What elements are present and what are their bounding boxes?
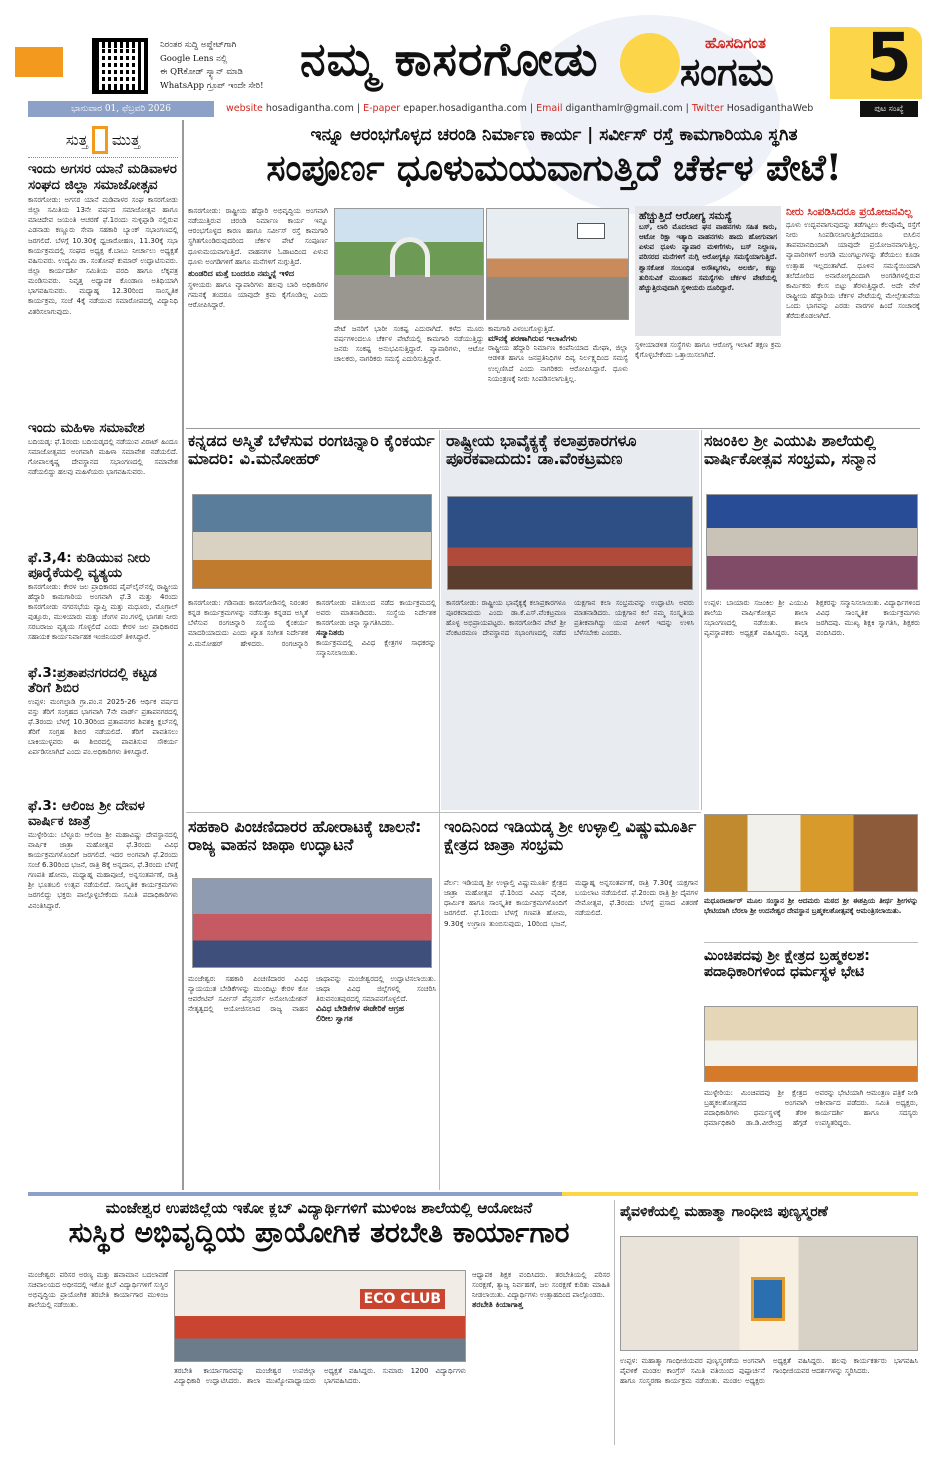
lead-col1 xyxy=(188,206,328,421)
story-title: ಸಹಕಾರಿ ಪಿಂಚಣಿದಾರರ ಹೋರಾಟಕ್ಕೆ ಚಾಲನೆ: ರಾಜ್ಯ ವಾಹನ ಜಾಥಾ ಉದ್ಘಾಟನೆ xyxy=(188,817,422,855)
brief-body: ಮುಳ್ಳೇರಿಯ: ಬೆಳ್ಳೂರು ಆಲಿಂಜ ಶ್ರೀ ಮಹಾವಿಷ್ಣು ದೇವಸ್ಥಾನದಲ್ಲಿ ವಾರ್ಷಿಕ ಜಾತ್ರಾ ಮಹೋತ್ಸವ ಫೆ.3ರಂದು ವಿವಿಧ ಕಾರ್ಯಕ್ರಮಗಳೊಂದಿಗೆ ಜರಗಲಿದೆ. ಇದರ ಅಂಗವಾಗಿ ಫೆ.2ರಂದು ಸಂಜೆ 6.30ರಿಂದ ಭಜನೆ, ರಾತ್ರಿ 8ಕ್ಕೆ ಅನ್ನದಾನ, ಫೆ.3ರಂದು ಬೆಳಗ್ಗೆ ಗಣಪತಿ ಹೋಮ, ಮಧ್ಯಾಹ್ನ ಮಹಾಪೂಜೆ, ಅನ್ನಸಂತರ್ಪಣೆ, ರಾತ್ರಿ ಶ್ರೀ ಭೂತಬಲಿ ಉತ್ಸವ ನಡೆಯಲಿದೆ. ಸಾಂಸ್ಕೃತಿಕ ಕಾರ್ಯಕ್ರಮಗಳು ಜರಗಲಿದ್ದು ಭಕ್ತರು ಪಾಲ್ಗೊಳ್ಳಬೇಕೆಂದು ಸಮಿತಿ ಪದಾಧಿಕಾರಿಗಳು ವಿನಂತಿಸಿದ್ದಾರೆ. xyxy=(28,830,178,910)
brand-logo: ಹೊಸದಿಗಂತ xyxy=(705,34,766,52)
door-icon xyxy=(92,126,108,154)
story-body: ಕಾಸರಗೋಡು: ರಾಷ್ಟ್ರೀಯ ಭಾವೈಕ್ಯಕ್ಕೆ ಕಲಾಪ್ರಕಾರಗಳೂ ಪೂರಕವಾದುದು ಎಂದು ಡಾ.ಕೆ.ಎಸ್.ವೆಂಕಟ್ರಮಣ ಹೊಳ್ಳ ಅಭಿಪ್ರಾಯಪಟ್ಟರು. ಕಾಸರಗೋಡಿನ ಪೇಟೆ ಶ್ರೀ ವೆಂಕಟರಮಣ ದೇವಸ್ಥಾನದ ಸಭಾಂಗಣದಲ್ಲಿ ನಡೆದ ಯಕ್ಷಗಾನ ಕಲಾ ಸಂಭ್ರಮವನ್ನು ಉದ್ಘಾಟಿಸಿ ಅವರು ಮಾತನಾಡಿದರು. ಯಕ್ಷಗಾನ ಕಲೆ ನಮ್ಮ ಸಂಸ್ಕೃತಿಯ ಪ್ರತೀಕವಾಗಿದ್ದು ಯುವ ಪೀಳಿಗೆ ಇದನ್ನು ಉಳಿಸಿ ಬೆಳೆಸಬೇಕು ಎಂದರು. xyxy=(446,599,694,638)
column-divider xyxy=(182,120,184,1190)
date: ಭಾನುವಾರ 01, ಫೆಬ್ರವರಿ 2026 xyxy=(28,101,214,117)
brief-title: ಫೆ.3,4: ಕುಡಿಯುವ ನೀರು ಪೂರೈಕೆಯಲ್ಲಿ ವ್ಯತ್ಯಯ xyxy=(28,549,151,582)
caption-right: ಕಾಮಗಾರಿ ವಿಳಂಬಗೊಳ್ಳುತ್ತಿದೆ. xyxy=(488,325,555,333)
contact-links: website hosadigantha.com | E-paper epaper.hosadigantha.com | Email diganthamlr@gmail.com | Twitter HosadiganthaWeb xyxy=(226,103,814,114)
box-body: ಬಸ್, ಲಾರಿ ಮೊದಲಾದ ಘನ ವಾಹನಗಳು ಸಹಿತ ಕಾರು, ಆಟೋ ರಿಕ್ಷಾ ಇತ್ಯಾದಿ ವಾಹನಗಳು ಹಾದು ಹೋಗುವಾಗ ಏಳುವ ಧೂಳು ವ್ಯಾಪಾರ ಮಳಿಗೆಗಳು, ಬಸ್ ನಿಲ್ದಾಣ, ಪರಿಸರದ ಮನೆಗಳಿಗೆ ನುಗ್ಗಿ ಆರೋಗ್ಯಕ್ಕೂ ಸಮಸ್ಯೆಯಾಗುತ್ತಿದೆ. ಶ್ವಾಸಕೋಶ ಸಂಬಂಧಿತ ಅಸೌಖ್ಯಗಳು, ಅಲರ್ಜಿ, ಕಣ್ಣು ತುರಿಸುವಿಕೆ ಮುಂತಾದ ಸಮಸ್ಯೆಗಳು ಚೆರ್ಕಳ ಪೇಟೆಯಲ್ಲಿ ಹೆಚ್ಚುತ್ತಿರುವುದಾಗಿ ಸ್ಥಳೀಯರು ದೂರಿದ್ದಾರೆ. xyxy=(639,223,777,292)
brief-body: ಬದಿಯಡ್ಕ: ಫೆ.1ರಂದು ಬದಿಯಡ್ಕದಲ್ಲಿ ನಡೆಯುವ ವಿರಾಟ್ ಹಿಂದೂ ಸಮಾಜೋತ್ಸವದ ಅಂಗವಾಗಿ ಮಹಿಳಾ ಸಮಾವೇಶ ನಡೆಯಲಿದೆ. ಗೋಪಾಲಕೃಷ್ಣ ದೇವಸ್ಥಾನದ ಸಭಾಂಗಣದಲ್ಲಿ ಸಮಾವೇಶ ನಡೆಯಲಿದ್ದು ಹಲವು ಮಹಿಳೆಯರು ಭಾಗವಹಿಸುವರು. xyxy=(28,437,178,476)
story-body xyxy=(188,598,436,804)
photo-school-stage xyxy=(706,494,918,590)
story-title: ರಾಷ್ಟ್ರೀಯ ಭಾವೈಕ್ಯಕ್ಕೆ ಕಲಾಪ್ರಕಾರಗಳೂ ಪೂರಕವಾದುದು: ಡಾ.ವೆಂಕಟ್ರಮಣ xyxy=(446,431,637,469)
box-title: ಹೆಚ್ಚುತ್ತಿದೆ ಆರೋಗ್ಯ ಸಮಸ್ಯೆ xyxy=(639,210,732,222)
brief-title: ಫೆ.3: ಆಲಿಂಜ ಶ್ರೀ ದೇವಳ ವಾರ್ಷಿಕ ಜಾತ್ರೆ xyxy=(28,797,145,830)
story-title: ಮಿಂಚಿಪದವು ಶ್ರೀ ಕ್ಷೇತ್ರದ ಬ್ರಹ್ಮಕಲಶ: ಪದಾಧಿಕಾರಿಗಳಿಂದ ಧರ್ಮಸ್ಥಳ ಭೇಟಿ xyxy=(704,948,870,981)
story-venkatramana xyxy=(441,430,699,810)
qr-line: ನಿರಂತರ ಸುದ್ದಿ ಅಪ್ಡೇಟ್‌ಗಾಗಿ xyxy=(160,40,237,50)
story-pensioners xyxy=(188,818,436,1190)
right-body: ಧೂಳು ಉದ್ಭವವಾಗುವುದನ್ನು ತಡೆಗಟ್ಟಲು ಕೆಲವೊಮ್ಮೆ ರಸ್ತೆಗೆ ನೀರು ಸಿಂಪಡಿಸಲಾಗುತ್ತಿದೆಯಾದರೂ ಬಿಸಿಲಿನ ತಾಪಮಾನದಿಂದಾಗಿ ಯಾವುದೇ ಪ್ರಯೋಜನವಾಗುತ್ತಿಲ್ಲ. ವ್ಯಾಪಾರಿಗಳಿಗೆ ಅಂಗಡಿ ಮುಂಗಟ್ಟುಗಳನ್ನು ತೆರೆಯಲು ಕೂಡಾ ಉತ್ಸಾಹ ಇಲ್ಲದಂತಾಗಿದೆ. ಧೂಳಿನ ಸಮಸ್ಯೆಯಿಂದಾಗಿ ತಲೆದೋರಿದ ಅನಾರೋಗ್ಯದಿಂದಾಗಿ ಅಂಗಡಿಗಳಲ್ಲಿರುವ ಕಾರ್ಮಿಕರು ಕೆಲಸ ಬಿಟ್ಟು ತೆರಳುತ್ತಿದ್ದಾರೆ. ಅದೇ ವೇಳೆ ರಾಷ್ಟ್ರೀಯ ಹೆದ್ದಾರಿಯ ಚೆರ್ಕಳ ಪೇಟೆಯಲ್ಲಿ ಮೇಲ್ಸೇತುವೆಯ ಒಂದು ಭಾಗವನ್ನು ಎರಡು ವಾರಗಳ ಹಿಂದೆ ಸಂಚಾರಕ್ಕೆ ತೆರೆದುಕೊಡಲಾಗಿದೆ. xyxy=(786,221,920,321)
twitter-link[interactable]: HosadiganthaWeb xyxy=(726,103,814,114)
photo-swamiji-invitation xyxy=(704,814,918,892)
story-subhead: ತರಬೇತಿ ಕಿಯಾಗಾತ್ತ xyxy=(472,1300,523,1310)
story-body: ಮುಳ್ಳೇರಿಯ: ಮಿಂಚಿಪದವು ಶ್ರೀ ಕ್ಷೇತ್ರದ ಬ್ರಹ್ಮಕಲಶೋತ್ಸವದ ಅಂಗವಾಗಿ ಪದಾಧಿಕಾರಿಗಳು ಧರ್ಮಸ್ಥಳಕ್ಕೆ ತೆರಳಿ ಧರ್ಮಾಧಿಕಾರಿ ಡಾ.ಡಿ.ವೀರೇಂದ್ರ ಹೆಗ್ಗಡೆ ಅವರನ್ನು ಭೇಟಿಯಾಗಿ ಆಮಂತ್ರಣ ಪತ್ರಿಕೆ ನೀಡಿ ಆಶೀರ್ವಾದ ಪಡೆದರು. ಸಮಿತಿ ಅಧ್ಯಕ್ಷರು, ಕಾರ್ಯದರ್ಶಿ ಹಾಗೂ ಸದಸ್ಯರು ಉಪಸ್ಥಿತರಿದ್ದರು. xyxy=(704,1089,918,1128)
logo-text-right: ಮುತ್ತ xyxy=(111,130,141,149)
story-eco-club xyxy=(28,1200,610,1445)
banner-text: ECO CLUB xyxy=(360,1289,445,1309)
lead-story xyxy=(188,122,920,427)
bottom-headline: ಸುಸ್ಥಿರ ಅಭಿವೃದ್ಧಿಯ ಪ್ರಾಯೋಗಿಕ ತರಬೇತಿ ಕಾರ್ಯಾಗಾರ xyxy=(68,1216,570,1250)
photo-eco-club-workshop xyxy=(174,1270,466,1362)
photo-pensioners-meeting xyxy=(192,878,432,968)
lead-text: ರಾಷ್ಟ್ರೀಯ ಹೆದ್ದಾರಿ ನಿರ್ಮಾಣ ಕಂಪೆನಿಯಾದ ಮೇಘಾ, ಜಿಲ್ಲಾ ಆಡಳಿತ ಹಾಗೂ ಜನಪ್ರತಿನಿಧಿಗಳ ದಿವ್ಯ ನಿರ್ಲಕ್ಷ್ಯದಿಂದ ಸಮಸ್ಯೆ ಉಲ್ಬಣಿಸಿದೆ ಎಂದು ನಾಗರಿಕರು ಆರೋಪಿಸಿದ್ದಾರೆ. ಧೂಳು ನಿಯಂತ್ರಣಕ್ಕೆ ನೀರು ಸಿಂಪಡಿಸಲಾಗುತ್ತಿಲ್ಲ. xyxy=(488,344,628,383)
story-title: ಇಂದಿನಿಂದ ಇಡಿಯಡ್ಕ ಶ್ರೀ ಉಳ್ಳಾಲ್ತಿ ವಿಷ್ಣುಮೂರ್ತಿ ಕ್ಷೇತ್ರದ ಜಾತ್ರಾ ಸಂಭ್ರಮ xyxy=(444,817,697,855)
email-link[interactable]: diganthamlr@gmail.com xyxy=(565,103,683,114)
suttamutta-logo xyxy=(28,122,178,158)
story-subhead: ಲಿರೀಲ ಸ್ವಾಗತ xyxy=(316,1013,353,1023)
caption-left: ಪೇಟೆ ಜನರಿಗೆ ಭಾರೀ ಸಂಕಷ್ಟ ಎದುರಾಗಿದೆ. ಕಳೆದ ಮೂರು ವರ್ಷಗಳಿಂದಲೂ ಚೆರ್ಕಳ ಪೇಟೆಯಲ್ಲಿ ಕಾಮಗಾರಿ ನಡೆಯುತ್ತಿದ್ದು ಜನರು ಸಂಕಷ್ಟ ಅನುಭವಿಸುತ್ತಿದ್ದಾರೆ. ವ್ಯಾಪಾರಿಗಳು, ಆಟೋ ಚಾಲಕರು, ನಾಗರಿಕರು ಸಮಸ್ಯೆ ಎದುರಿಸುತ್ತಿದ್ದಾರೆ. xyxy=(334,325,484,364)
epaper-link[interactable]: epaper.hosadigantha.com xyxy=(403,103,527,114)
photo-cherkala-junction xyxy=(486,208,629,320)
story-minchipadavu xyxy=(704,948,918,1188)
brief-title: ಇಂದು ಮಹಿಳಾ ಸಮಾವೇಶ xyxy=(28,420,145,437)
health-box xyxy=(635,206,781,336)
story-subhead: ಸನ್ಮಾನಿತರು xyxy=(316,628,345,638)
brief-title: ಇಂದು ಅಗಸರ ಯಾನೆ ಮಡಿವಾಳರ ಸಂಘದ ಜಿಲ್ಲಾ ಸಮಾಜೋತ್ಸವ xyxy=(28,161,177,193)
page-label: ಪುಟ ಸಂಖ್ಯೆ xyxy=(860,101,918,117)
photo-gandhi-tribute xyxy=(620,1236,918,1351)
divider xyxy=(186,812,701,813)
qr-instructions xyxy=(160,39,290,93)
lead-headline: ಸಂಪೂರ್ಣ ಧೂಳುಮಯವಾಗುತ್ತಿದೆ ಚೆರ್ಕಳ ಪೇಟೆ! xyxy=(266,146,842,189)
brief-title: ಫೆ.3:ಪ್ರತಾಪನಗರದಲ್ಲಿ ಕಟ್ಟಡ ತೆರಿಗೆ ಶಿಬಿರ xyxy=(28,664,157,697)
lead-kicker: ಇನ್ನೂ ಆರಂಭಗೊಳ್ಳದ ಚರಂಡಿ ನಿರ್ಮಾಣ ಕಾರ್ಯ | ಸರ್ವೀಸ್ ರಸ್ತೆ ಕಾಮಗಾರಿಯೂ ಸ್ಥಗಿತ xyxy=(310,125,798,145)
story-body: ಪೆರ್ಲ: ಇಡಿಯಡ್ಕ ಶ್ರೀ ಉಳ್ಳಾಲ್ತಿ ವಿಷ್ಣುಮೂರ್ತಿ ಕ್ಷೇತ್ರದ ಜಾತ್ರಾ ಮಹೋತ್ಸವ ಫೆ.1ರಿಂದ ವಿವಿಧ ವೈದಿಕ, ಧಾರ್ಮಿಕ ಹಾಗೂ ಸಾಂಸ್ಕೃತಿಕ ಕಾರ್ಯಕ್ರಮಗಳೊಂದಿಗೆ ಜರಗಲಿದೆ. ಫೆ.1ರಂದು ಬೆಳಗ್ಗೆ ಗಣಪತಿ ಹೋಮ, 9.30ಕ್ಕೆ ಉಗ್ರಾಣ ತುಂಬಿಸುವುದು, 10ರಿಂದ ಭಜನೆ, ಮಧ್ಯಾಹ್ನ ಅನ್ನಸಂತರ್ಪಣೆ, ರಾತ್ರಿ 7.30ಕ್ಕೆ ಯಕ್ಷಗಾನ ಬಯಲಾಟ ನಡೆಯಲಿದೆ. ಫೆ.2ರಂದು ರಾತ್ರಿ ಶ್ರೀ ದೈವಗಳ ನೇಮೋತ್ಸವ, ಫೆ.3ರಂದು ಬೆಳಗ್ಗೆ ಪ್ರಸಾದ ವಿತರಣೆ ನಡೆಯಲಿದೆ. xyxy=(444,879,698,928)
page-number: 5 xyxy=(866,19,912,96)
qr-line: Google Lens ನಲ್ಲಿ xyxy=(160,53,228,64)
qr-line: WhatsApp ಗ್ರೂಪ್ ಇಂದೇ ಸೇರಿ! xyxy=(160,80,264,91)
story-school-anniversary xyxy=(704,432,920,808)
lead-text: ಸ್ಥಳೀಯರು ಹಾಗೂ ವ್ಯಾಪಾರಿಗಳು ಹಲವು ಬಾರಿ ಅಧಿಕಾರಿಗಳ ಗಮನಕ್ಕೆ ತಂದರೂ ಯಾವುದೇ ಕ್ರಮ ಕೈಗೊಂಡಿಲ್ಲ ಎಂದು ಆರೋಪಿಸಿದ್ದಾರೆ. xyxy=(188,281,328,310)
bottom-kicker: ಮಂಜೇಶ್ವರ ಉಪಜಿಲ್ಲೆಯ ಇಕೋ ಕ್ಲಬ್ ವಿದ್ಯಾರ್ಥಿಗಳಿಗೆ ಮುಳಿಂಜ ಶಾಲೆಯಲ್ಲಿ ಆಯೋಜನೆ xyxy=(105,1199,533,1217)
lead-subhead: ಮೌನಕ್ಕೆ ಶರಣಾಗಿರುವ ಇಲಾಖೆಗಳು xyxy=(488,334,578,344)
box-after: ಸ್ಥಳೀಯಾಡಳಿತ ಸಂಸ್ಥೆಗಳು ಹಾಗೂ ಆರೋಗ್ಯ ಇಲಾಖೆ ತಕ್ಷಣ ಕ್ರಮ ಕೈಗೊಳ್ಳಬೇಕೆಂದು ಒತ್ತಾಯಿಸಲಾಗಿದೆ. xyxy=(635,341,781,360)
photo-yakshagana-stage xyxy=(447,496,693,590)
twitter-label: Twitter xyxy=(691,103,724,114)
divider xyxy=(439,430,440,1190)
story-title: ಪೈವಳಿಕೆಯಲ್ಲಿ ಮಹಾತ್ಮಾ ಗಾಂಧೀಜಿ ಪುಣ್ಯಸ್ಮರಣೆ xyxy=(620,1204,828,1220)
masthead xyxy=(0,19,945,101)
orange-bar xyxy=(15,47,63,77)
photo-lamp-lighting xyxy=(192,494,432,589)
divider xyxy=(186,428,920,429)
email-label: Email xyxy=(536,103,563,114)
brief-body: ಕಾಸರಗೋಡು: ಕೇರಳ ಜಲ ಪ್ರಾಧಿಕಾರದ ಪೈಪ್‌ಲೈನ್‌ನಲ್ಲಿ ರಾಷ್ಟ್ರೀಯ ಹೆದ್ದಾರಿ ಕಾಮಗಾರಿಯ ಅಂಗವಾಗಿ ಫೆ.3 ಮತ್ತು 4ರಂದು ಕಾಸರಗೋಡು ನಗರಸಭೆಯ ವ್ಯಾಪ್ತಿ ಮತ್ತು ಮಧೂರು, ಮೊಗ್ರಾಲ್ ಪುತ್ತೂರು, ಮುಳಿಯಾರು ಮತ್ತು ಚೆಂಗಳ ಪಂ.ಗಳಲ್ಲಿ ಭಾಗಶಃ ನೀರು ಸರಬರಾಜು ವ್ಯತ್ಯಯ ಗೊಳ್ಳಲಿದೆ ಎಂದು ಕೇರಳ ಜಲ ಪ್ರಾಧಿಕಾರದ ಸಹಾಯಕ ಕಾರ್ಯನಿರ್ವಾಹಕ ಇಂಜಿನಿಯರ್ ತಿಳಿಸಿದ್ದಾರೆ. xyxy=(28,582,178,642)
bottom-right-col xyxy=(472,1270,610,1440)
logo-text-left: ಸುತ್ತ xyxy=(65,130,88,149)
epaper-label: E-paper xyxy=(363,103,401,114)
divider xyxy=(701,430,702,810)
story-text: ಮಂಜೇಶ್ವರ: ಸಹಕಾರಿ ಪಿಂಚಣಿದಾರರ ವಿವಿಧ ನ್ಯಾಯಯುತ ಬೇಡಿಕೆಗಳನ್ನು ಮುಂದಿಟ್ಟು ಕೇರಳ ಕೋ ಆಪರೇಟಿವ್ ಸರ್ವೀಸ್ ಪೆನ್ಷನರ್ಸ್ ಅಸೋಸಿಯೇಶನ್ ನೇತೃತ್ವದಲ್ಲಿ ಆಯೋಜಿಸಲಾದ ರಾಜ್ಯ ವಾಹನ ಜಾಥಾವನ್ನು ಮಂಜೇಶ್ವರದಲ್ಲಿ ಉದ್ಘಾಟಿಸಲಾಯಿತು. ಜಾಥಾ ವಿವಿಧ ಜಿಲ್ಲೆಗಳಲ್ಲಿ ಸಂಚರಿಸಿ ತಿರುವನಂತಪುರದಲ್ಲಿ ಸಮಾಪನಗೊಳ್ಳಲಿದೆ. xyxy=(188,975,436,1014)
story-title: ಸಜಂಕಿಲ ಶ್ರೀ ಎಯುಪಿ ಶಾಲೆಯಲ್ಲಿ ವಾರ್ಷಿಕೋತ್ಸವ ಸಂಭ್ರಮ, ಸನ್ಮಾನ xyxy=(704,431,876,469)
website-link[interactable]: hosadigantha.com xyxy=(265,103,354,114)
story-text: ಕಾರ್ಯಕ್ರಮದಲ್ಲಿ ವಿವಿಧ ಕ್ಷೇತ್ರಗಳ ಸಾಧಕರನ್ನು ಸನ್ಮಾನಿಸಲಾಯಿತು. xyxy=(316,638,436,657)
edition-title: ನಮ್ಮ ಕಾಸರಗೋಡು xyxy=(300,32,599,86)
story-rangachinnari xyxy=(188,432,436,808)
brief-body: ಉಪ್ಪಳ: ಮಂಗಲ್ಪಾಡಿ ಗ್ರಾ.ಪಂ.ನ 2025-26 ಆರ್ಥಿಕ ವರ್ಷದ ವಸ್ತು ತೆರಿಗೆ ಸಂಗ್ರಹದ ಭಾಗವಾಗಿ 7ನೇ ವಾರ್ಡ್ ಪ್ರತಾಪನಗರದಲ್ಲಿ ಫೆ.3ರಂದು ಬೆಳಗ್ಗೆ 10.30ರಿಂದ ಪ್ರತಾಪನಗರ ಶಿವಶಕ್ತಿ ಕ್ಲಬ್‌ನಲ್ಲಿ ತೆರಿಗೆ ಸಂಗ್ರಹ ಶಿಬಿರ ನಡೆಯಲಿದೆ. ತೆರಿಗೆ ಪಾವತಿಸಲು ಬಾಕಿಯುಳ್ಳವರು ಈ ಶಿಬಿರದಲ್ಲಿ ಪಾವತಿಸುವ ಸೌಕರ್ಯ ಏರ್ಪಡಿಸಲಾಗಿದೆ ಎಂದು ಪಂ.ಅಧಿಕಾರಿಗಳು ತಿಳಿಸಿದ್ದಾರೆ. xyxy=(28,697,178,757)
website-label: website xyxy=(226,103,263,114)
divider xyxy=(614,1200,615,1445)
lead-col3 xyxy=(488,324,628,420)
right-subhead: ನೀರು ಸಿಂಪಡಿಸಿದರೂ ಪ್ರಯೋಜನವಿಲ್ಲ xyxy=(786,206,913,218)
bottom-left-body: ಮಂಜೇಶ್ವರ: ಪರಿಸರ ಅರಣ್ಯ ಮತ್ತು ಹವಾಮಾನ ಬದಲಾವಣೆ ಸಚಿವಾಲಯದ ಅಧೀನದಲ್ಲಿ ಇಕೋ ಕ್ಲಬ್ ವಿದ್ಯಾರ್ಥಿಗಳಿಗೆ ಸುಸ್ಥಿರ ಅಭಿವೃದ್ಧಿಯ ಪ್ರಾಯೋಗಿಕ ತರಬೇತಿ ಕಾರ್ಯಾಗಾರ ಮುಳಿಂಜ ಶಾಲೆಯಲ್ಲಿ ನಡೆಯಿತು. xyxy=(28,1271,168,1310)
story-text: ಕಾಸರಗೋಡು: ಗಡಿನಾಡು ಕಾಸರಗೋಡಿನಲ್ಲಿ ನಿರಂತರ ಕನ್ನಡ ಕಾರ್ಯಕ್ರಮಗಳನ್ನು ನಡೆಸುತ್ತಾ ಕನ್ನಡದ ಅಸ್ಮಿತೆ ಬೆಳೆಸುವ ರಂಗಚಿನ್ನಾರಿ ಸಂಸ್ಥೆಯ ಕೈಂಕರ್ಯ ಮಾದರಿಯಾದುದು ಎಂದು ಖ್ಯಾತ ಸಂಗೀತ ನಿರ್ದೇಶಕ ವಿ.ಮನೋಹರ್ ಹೇಳಿದರು. ರಂಗಚಿನ್ನಾರಿ ಕಾಸರಗೋಡು ವತಿಯಿಂದ ನಡೆದ ಕಾರ್ಯಕ್ರಮದಲ್ಲಿ ಅವರು ಮಾತನಾಡಿದರು. ಸಂಸ್ಥೆಯ ನಿರ್ದೇಶಕ ಕಾಸರಗೋಡು ಚಿನ್ನಾ ಸ್ವಾಗತಿಸಿದರು. xyxy=(188,599,436,648)
story-idiyadka-jatra xyxy=(444,818,698,1190)
qr-code[interactable] xyxy=(92,38,148,94)
section-title: ಸಂಗಮ xyxy=(680,50,774,94)
story-title: ಕನ್ನಡದ ಅಸ್ಮಿತೆ ಬೆಳೆಸುವ ರಂಗಚಿನ್ನಾರಿ ಕೈಂಕರ್ಯ ಮಾದರಿ: ವಿ.ಮನೋಹರ್ xyxy=(188,431,435,469)
lead-right-col xyxy=(786,206,920,400)
divider xyxy=(704,942,918,943)
story-body xyxy=(188,974,436,1186)
info-bar xyxy=(28,101,918,117)
lead-text: ಕಾಸರಗೋಡು: ರಾಷ್ಟ್ರೀಯ ಹೆದ್ದಾರಿ ಅಭಿವೃದ್ಧಿಯ ಅಂಗವಾಗಿ ನಡೆಯುತ್ತಿರುವ ಚರಂಡಿ ನಿರ್ಮಾಣ ಕಾರ್ಯ ಇನ್ನೂ ಆರಂಭಗೊಳ್ಳದ ಕಾರಣ ಹಾಗೂ ಸರ್ವೀಸ್ ರಸ್ತೆ ಕಾಮಗಾರಿ ಸ್ಥಗಿತಗೊಂಡಿರುವುದರಿಂದ ಚೆರ್ಕಳ ಪೇಟೆ ಸಂಪೂರ್ಣ ಧೂಳುಮಯವಾಗುತ್ತಿದೆ. ವಾಹನಗಳ ಓಡಾಟದಿಂದ ಏಳುವ ಧೂಳು ಅಂಗಡಿಗಳಿಗೆ ಹಾಗೂ ಮನೆಗಳಿಗೆ ನುಗ್ಗುತ್ತಿದೆ. xyxy=(188,207,328,266)
photo-dharmasthala-visit xyxy=(704,1006,918,1082)
story-subhead: ವಿವಿಧ ಬೇಡಿಕೆಗಳ ಈಡೇರಿಕೆ ಆಗ್ರಹ xyxy=(316,1004,404,1014)
story-body: ಉಪ್ಪಳ: ಮಹಾತ್ಮಾ ಗಾಂಧೀಜಿಯವರ ಪುಣ್ಯಸ್ಮರಣೆಯ ಅಂಗವಾಗಿ ಪೈವಳಿಕೆ ಮಂಡಲ ಕಾಂಗ್ರೆಸ್ ಸಮಿತಿ ವತಿಯಿಂದ ಪುಷ್ಪಾರ್ಚನೆ ಹಾಗೂ ಸಂಸ್ಮರಣಾ ಕಾರ್ಯಕ್ರಮ ನಡೆಯಿತು. ಮಂಡಲ ಅಧ್ಯಕ್ಷರು ಅಧ್ಯಕ್ಷತೆ ವಹಿಸಿದ್ದರು. ಹಲವು ಕಾರ್ಯಕರ್ತರು ಭಾಗವಹಿಸಿ ಗಾಂಧೀಜಿಯವರ ಆದರ್ಶಗಳನ್ನು ಸ್ಮರಿಸಿದರು. xyxy=(620,1357,918,1386)
photo-caption: ಮಧೂರಾರ್ಚಾರ್ ಮೂಲ ಸಂಸ್ಥಾನ ಶ್ರೀ ಆದಮರು ಮಠದ ಶ್ರೀ ಈಶಪ್ರಿಯ ತೀರ್ಥ ಶ್ರೀಗಳನ್ನು ಭೇಟಿಯಾಗಿ ಬೆರಲಾ ಶ್ರೀ ಉದನೇಶ್ವರ ದೇವಸ್ಥಾನ ಬ್ರಹ್ಮಕಲಶೋತ್ಸವಕ್ಕೆ ಆಮಂತ್ರಿಸಲಾಯಿತು. xyxy=(704,897,918,916)
brief-body: ಕಾಸರಗೋಡು: ಅಗಸರ ಯಾನೆ ಮಡಿವಾಳರ ಸಂಘ ಕಾಸರಗೋಡು ಜಿಲ್ಲಾ ಸಮಿತಿಯ 13ನೇ ವರ್ಷದ ಸಮಾಜೋತ್ಸವ ಹಾಗೂ ಮಾಚಿದೇವ ಜಯಂತಿ ಆಚರಣೆ ಫೆ.1ರಂದು ನುಳ್ಳಿಪ್ಪಾಡಿ ನಲ್ಲಿರುವ ಎಡನಾಡು ಕಣ್ಣೂರು ಸೇವಾ ಸಹಕಾರಿ ಬ್ಯಾಂಕ್ ಸಭಾಂಗಣದಲ್ಲಿ ಜರಗಲಿದೆ. ಬೆಳಗ್ಗೆ 10.30ಕ್ಕೆ ಧ್ವಜಾರೋಹಣ, 11.30ಕ್ಕೆ ಸಭಾ ಕಾರ್ಯಕ್ರಮದಲ್ಲಿ ಸಂಘದ ಅಧ್ಯಕ್ಷ ಕೆ.ಬಾಬು ನೀರ್ಚಾಲು ಅಧ್ಯಕ್ಷತೆ ವಹಿಸುವರು. ಉದ್ಯಮಿ ಡಾ. ಸಂತೋಷ್ ಕುಮಾರ್ ಉದ್ಘಾಟಿಸುವರು. ಜಿಲ್ಲಾ ಕಾರ್ಯದರ್ಶಿ ಸಮಿತಿಯ ವರದಿ ಹಾಗೂ ಲೆಕ್ಕಪತ್ರ ಮಂಡಿಸುವರು. ನಿವೃತ್ತ ಅಧ್ಯಾಪಕ ಕೊಂಡಾಣ ಅತಿಥಿಯಾಗಿ ಭಾಗವಹಿಸುವರು. ಮಧ್ಯಾಹ್ನ 12.30ರಿಂದ ಸಾಂಸ್ಕೃತಿಕ ಕಾರ್ಯಕ್ರಮ, ಸಂಜೆ 4ಕ್ಕೆ ನಡೆಯುವ ಸಮಾರೋಪದಲ್ಲಿ ವಿದ್ಯಾನಿಧಿ ವಿತರಿಸಲಾಗುವುದು. xyxy=(28,196,178,316)
story-text: ಆಧ್ಯಾಪಕ ಶಿಕ್ಷಕ ವಂದಿಸಿದರು. ತರಬೇತಿಯಲ್ಲಿ ಪರಿಸರ ಸಂರಕ್ಷಣೆ, ತ್ಯಾಜ್ಯ ನಿರ್ವಹಣೆ, ಜಲ ಸಂರಕ್ಷಣೆ ಕುರಿತು ಮಾಹಿತಿ ನೀಡಲಾಯಿತು. ವಿದ್ಯಾರ್ಥಿಗಳು ಉತ್ಸಾಹದಿಂದ ಪಾಲ್ಗೊಂಡರು. xyxy=(472,1271,610,1300)
bottom-center-body: ತರಬೇತಿ ಕಾರ್ಯಾಗಾರವನ್ನು ಮಂಜೇಶ್ವರ ಉಪಜಿಲ್ಲಾ ವಿದ್ಯಾಧಿಕಾರಿ ಉದ್ಘಾಟಿಸಿದರು. ಶಾಲಾ ಮುಖ್ಯೋಪಾಧ್ಯಾಯರು ಅಧ್ಯಕ್ಷತೆ ವಹಿಸಿದ್ದರು. ಸುಮಾರು 1200 ವಿದ್ಯಾರ್ಥಿಗಳು ಭಾಗವಹಿಸಿದರು. xyxy=(174,1367,466,1386)
photo-cherkala-arch xyxy=(334,208,484,320)
left-column xyxy=(28,122,178,1187)
story-gandhi-remembrance xyxy=(620,1204,918,1444)
section-separator xyxy=(28,1192,918,1196)
lead-subhead: ತುಂಡರಿದ ಮತ್ತೆ ಬಂದರೂ ನಮ್ಮನ್ನೆ ಇಳಿದ xyxy=(188,268,294,278)
story-body: ಉಪ್ಪಳ: ಬಾಯಾರು ಸಜಂಕಿಲ ಶ್ರೀ ಎಯುಪಿ ಶಾಲೆಯ ವಾರ್ಷಿಕೋತ್ಸವ ಶಾಲಾ ಸಭಾಂಗಣದಲ್ಲಿ ನಡೆಯಿತು. ಶಾಲಾ ವ್ಯವಸ್ಥಾಪಕರು ಅಧ್ಯಕ್ಷತೆ ವಹಿಸಿದ್ದರು. ನಿವೃತ್ತ ಶಿಕ್ಷಕರನ್ನು ಸನ್ಮಾನಿಸಲಾಯಿತು. ವಿದ್ಯಾರ್ಥಿಗಳಿಂದ ವಿವಿಧ ಸಾಂಸ್ಕೃತಿಕ ಕಾರ್ಯಕ್ರಮಗಳು ಜರಗಿದವು. ಮುಖ್ಯ ಶಿಕ್ಷಕಿ ಸ್ವಾಗತಿಸಿ, ಶಿಕ್ಷಕರು ವಂದಿಸಿದರು. xyxy=(704,599,920,638)
qr-line: ಈ QRಕೋಡ್ ಸ್ಕ್ಯಾನ್ ಮಾಡಿ xyxy=(160,67,243,77)
